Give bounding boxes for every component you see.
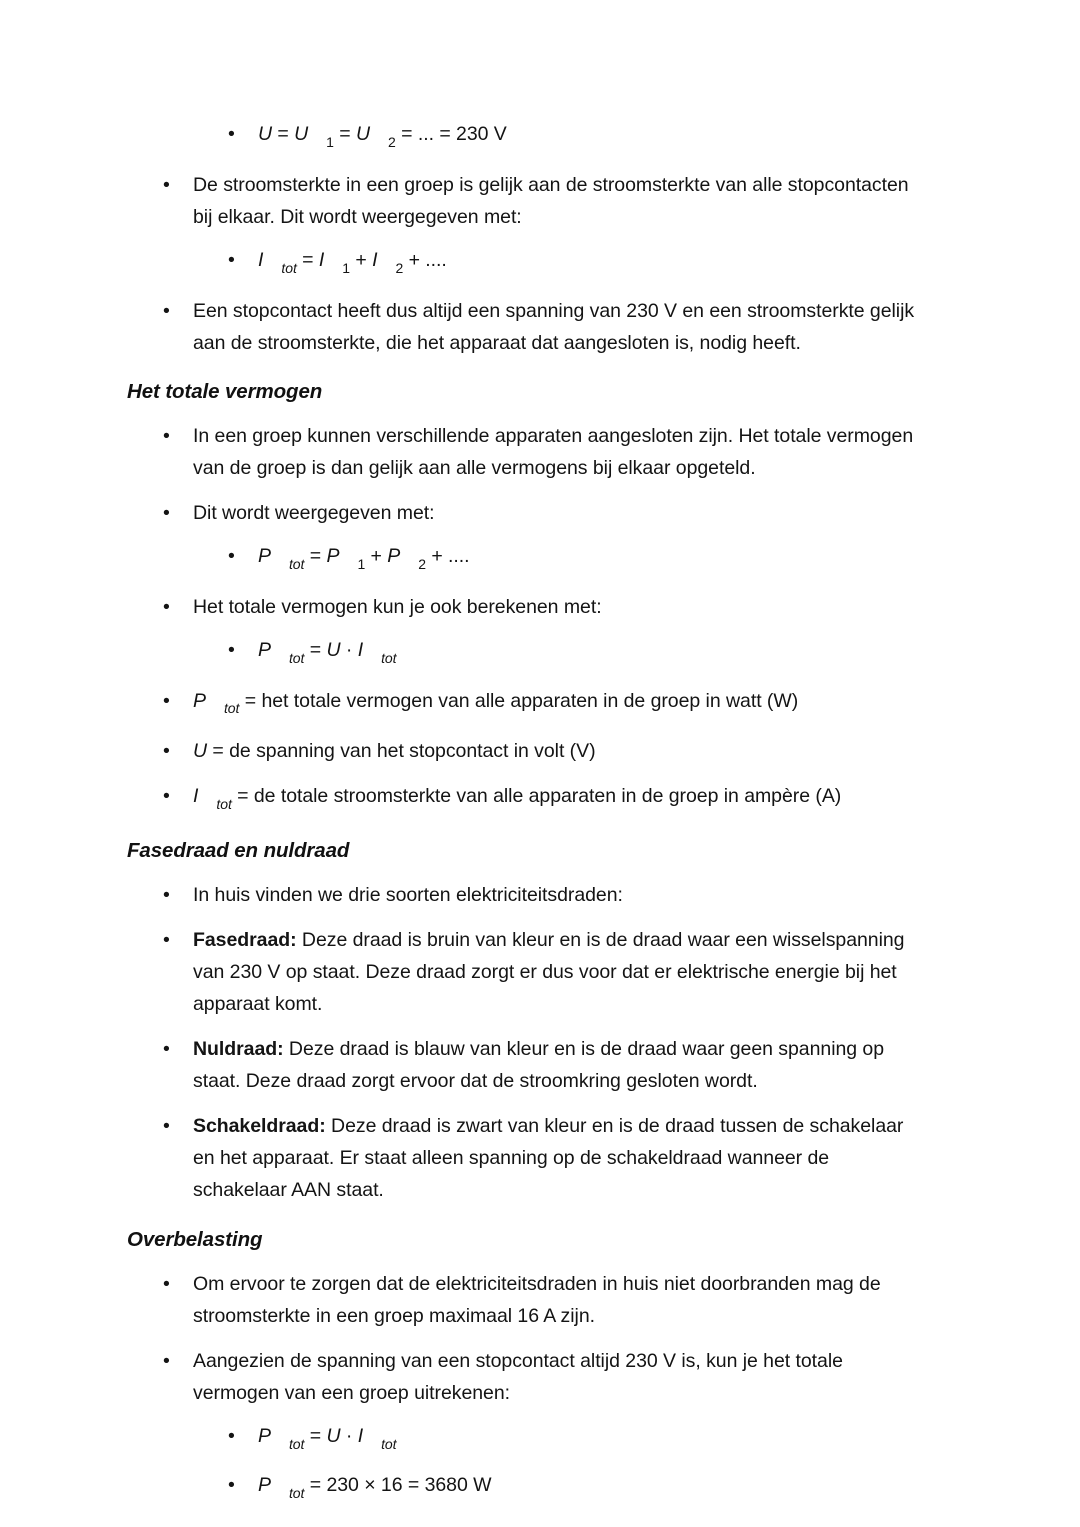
formula-variable: I <box>258 248 264 271</box>
formula-list-item <box>127 1469 927 1507</box>
list-item <box>127 169 927 233</box>
formula-variable: U <box>294 123 309 145</box>
paragraph-text: Het totale vermogen kun je ook berekenen met: <box>193 595 602 618</box>
bullet-marker: • <box>163 929 170 952</box>
formula-subscript: 1 <box>357 555 366 572</box>
list-item <box>127 591 927 623</box>
paragraph-text: In een groep kunnen verschillende apparaten aangesloten zijn. Het totale vermogen van de groep is dan gelijk aan alle vermogens bij elkaar opgeteld. <box>193 424 914 479</box>
bullet-marker: • <box>163 884 170 907</box>
formula-variable: U <box>258 123 273 145</box>
bullet-marker: • <box>228 1425 235 1448</box>
formula-variable: I <box>372 248 378 271</box>
bullet-marker: • <box>163 424 170 447</box>
paragraph-text: Om ervoor te zorgen dat de elektriciteitsdraden in huis niet doorbranden mag de stroomsterkte in een groep maximaal 16 A zijn. <box>193 1273 881 1328</box>
formula-subscript: 2 <box>388 133 396 150</box>
bullet-marker: • <box>228 1474 235 1497</box>
formula-subscript: tot <box>281 259 297 276</box>
formula-subscript: tot <box>288 555 305 572</box>
list-item <box>127 1345 927 1409</box>
paragraph-text: De stroomsterkte in een groep is gelijk aan de stroomsterkte van alle stopcontacten bij elkaar. Dit wordt weergegeven met: <box>193 173 909 228</box>
formula-variable: I <box>318 248 325 271</box>
bullet-marker: • <box>228 248 235 271</box>
list-item <box>127 685 927 723</box>
document-content <box>127 118 927 1507</box>
list-item <box>127 924 927 1020</box>
paragraph-text: In huis vinden we drie soorten elektriciteitsdraden: <box>193 884 623 907</box>
formula-subscript: tot <box>381 1436 397 1453</box>
formula-list-item <box>127 634 927 672</box>
term-body: Deze draad is zwart van kleur en is de draad tussen de schakelaar en het apparaat. Er staat alleen spanning op de schakeldraad wanneer de schakelaar AAN staat. <box>193 1115 904 1202</box>
bullet-marker: • <box>163 1350 170 1373</box>
formula-list-item <box>127 1420 927 1458</box>
formula-operator: · <box>340 1425 358 1448</box>
paragraph-text: Een stopcontact heeft dus altijd een spanning van 230 V en een stroomsterkte gelijk aan de stroomsterkte, die het apparaat dat aangesloten is, nodig heeft. <box>193 299 915 354</box>
formula-text <box>258 1425 397 1453</box>
section-heading: Het totale vermogen <box>127 379 323 403</box>
definition-symbol: U <box>193 740 208 763</box>
paragraph-text: Aangezien de spanning van een stopcontact altijd 230 V is, kun je het totale vermogen van een groep uitrekenen: <box>193 1350 843 1405</box>
formula-text <box>258 638 397 666</box>
formula-operator: + <box>350 248 373 271</box>
formula-variable: U <box>326 638 341 661</box>
list-item <box>127 780 927 818</box>
formula-operator: = <box>304 544 327 567</box>
formula-subscript: tot <box>288 1485 305 1502</box>
bullet-marker: • <box>228 638 235 661</box>
bullet-marker: • <box>228 544 235 567</box>
term-definition <box>193 929 904 1015</box>
formula-subscript: tot <box>381 649 397 666</box>
list-item <box>127 1033 927 1097</box>
formula-operator: = <box>304 1425 327 1448</box>
term-body: Deze draad is bruin van kleur en is de draad waar een wisselspanning van 230 V op staat. Deze draad zorgt er dus voor dat er elektrische energie bij het apparaat komt. <box>193 929 905 1016</box>
formula-operator: + .... <box>425 544 470 567</box>
list-item <box>127 1268 927 1332</box>
formula-variable: P <box>258 544 271 567</box>
bullet-marker: • <box>163 1115 170 1138</box>
formula-operator: = <box>333 123 356 145</box>
definition-subscript: tot <box>216 796 232 813</box>
formula-list-item <box>127 540 927 578</box>
bullet-marker: • <box>163 501 170 524</box>
term-body: Deze draad is blauw van kleur en is de draad waar geen spanning op staat. Deze draad zorgt ervoor dat de stroomkring gesloten wordt. <box>193 1038 885 1093</box>
list-item <box>127 879 927 911</box>
formula-variable: I <box>357 638 364 661</box>
bullet-marker: • <box>163 785 170 808</box>
paragraph-text: Dit wordt weergegeven met: <box>193 501 435 524</box>
formula-text <box>258 248 447 276</box>
bullet-marker: • <box>163 1273 170 1296</box>
formula-variable: I <box>357 1425 364 1448</box>
list-item <box>127 497 927 529</box>
definition-description: = de totale stroomsterkte van alle apparaten in de groep in ampère (A) <box>231 785 842 808</box>
definition-subscript: tot <box>223 700 240 717</box>
definition-symbol: P <box>193 689 206 712</box>
formula-variable: P <box>258 1425 271 1448</box>
section-heading: Fasedraad en nuldraad <box>127 839 350 863</box>
bullet-marker: • <box>163 595 170 618</box>
list-item <box>127 735 927 767</box>
definition-text <box>193 689 799 717</box>
list-item <box>127 1110 927 1206</box>
formula-text <box>258 123 507 150</box>
list-item <box>127 420 927 484</box>
definition-text <box>193 740 596 762</box>
formula-operator: = <box>304 638 327 661</box>
bullet-marker: • <box>163 740 170 763</box>
formula-subscript: tot <box>288 649 305 666</box>
list-item <box>127 295 927 359</box>
formula-variable: U <box>356 123 371 145</box>
formula-variable: P <box>258 638 271 661</box>
formula-list-item <box>127 244 927 282</box>
formula-subscript: tot <box>288 1436 305 1453</box>
formula-subscript: 2 <box>418 555 426 572</box>
formula-variable: U <box>326 1425 341 1448</box>
bullet-marker: • <box>163 299 170 322</box>
formula-variable: P <box>326 544 340 567</box>
bullet-marker: • <box>163 689 170 712</box>
formula-subscript: 1 <box>342 259 350 276</box>
bullet-marker: • <box>163 173 170 196</box>
formula-text <box>258 544 470 572</box>
term-label: Schakeldraad: <box>193 1115 326 1138</box>
definition-description: = het totale vermogen van alle apparaten in de groep in watt (W) <box>239 689 799 712</box>
formula-operator: · <box>340 638 358 661</box>
term-definition <box>193 1115 903 1201</box>
formula-text <box>258 1474 492 1502</box>
definition-description: = de spanning van het stopcontact in volt (V) <box>207 740 596 763</box>
bullet-marker: • <box>228 123 235 145</box>
formula-operator: = <box>296 248 319 271</box>
term-label: Nuldraad: <box>193 1038 284 1061</box>
formula-subscript: 2 <box>395 259 404 276</box>
formula-operator: = <box>272 123 295 145</box>
formula-list-item <box>127 118 927 156</box>
formula-operator: = 230 × 16 = 3680 W <box>304 1474 492 1497</box>
formula-operator: + <box>365 544 388 567</box>
bullet-marker: • <box>163 1038 170 1061</box>
formula-operator: = ... = 230 V <box>395 123 507 145</box>
formula-operator: + .... <box>403 248 447 271</box>
formula-variable: P <box>258 1474 271 1497</box>
term-definition <box>193 1038 884 1092</box>
term-label: Fasedraad: <box>193 929 297 952</box>
definition-text <box>193 785 842 813</box>
definition-symbol: I <box>193 785 199 808</box>
formula-subscript: 1 <box>326 133 334 150</box>
section-heading: Overbelasting <box>127 1228 263 1252</box>
formula-variable: P <box>387 544 401 567</box>
